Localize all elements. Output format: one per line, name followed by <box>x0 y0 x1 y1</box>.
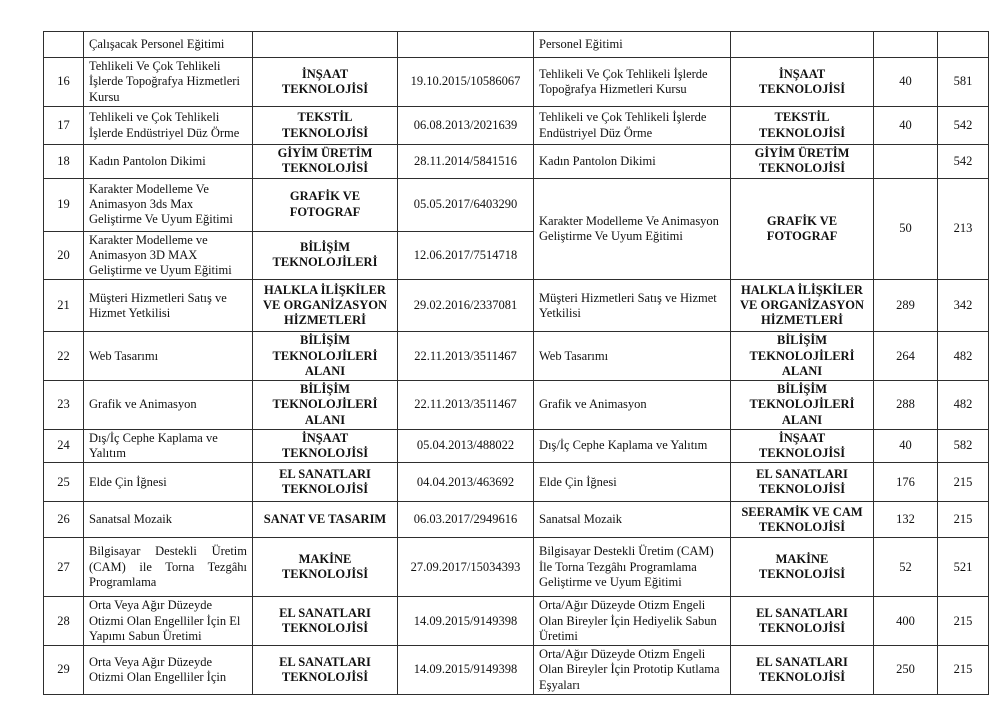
field-right-cell: GRAFİK VE FOTOGRAF <box>731 178 874 280</box>
field-right-cell: GİYİM ÜRETİM TEKNOLOJİSİ <box>731 145 874 179</box>
count-cell: 50 <box>874 178 938 280</box>
field-cell: BİLİŞİM TEKNOLOJİLERİ ALANI <box>253 381 398 430</box>
count-cell: 40 <box>874 429 938 463</box>
course-name-cell: Müşteri Hizmetleri Satış ve Hizmet Yetkilisi <box>84 280 253 332</box>
course-name-cell: Orta Veya Ağır Düzeyde Otizmi Olan Engelliler İçin El Yapımı Sabun Üretimi <box>84 597 253 646</box>
count-cell: 176 <box>874 463 938 502</box>
row-number-cell: 21 <box>44 280 84 332</box>
course-name-right-cell: Karakter Modelleme Ve Animasyon Geliştirme Ve Uyum Eğitimi <box>534 178 731 280</box>
count-cell: 52 <box>874 538 938 597</box>
table-row <box>44 597 989 646</box>
table-row <box>44 463 989 502</box>
field-right-cell: TEKSTİL TEKNOLOJİSİ <box>731 107 874 145</box>
field-cell: TEKSTİL TEKNOLOJİSİ <box>253 107 398 145</box>
code-cell: 482 <box>938 332 989 381</box>
course-name-right-cell: Grafik ve Animasyon <box>534 381 731 430</box>
course-name-cell: Web Tasarımı <box>84 332 253 381</box>
row-number-cell <box>44 32 84 58</box>
field-right-cell: MAKİNE TEKNOLOJİSİ <box>731 538 874 597</box>
approval-date-number-cell: 29.02.2016/2337081 <box>398 280 534 332</box>
row-number-cell: 19 <box>44 178 84 231</box>
field-cell: BİLİŞİM TEKNOLOJİLERİ ALANI <box>253 332 398 381</box>
row-number-cell: 18 <box>44 145 84 179</box>
field-right-cell: İNŞAAT TEKNOLOJİSİ <box>731 429 874 463</box>
table-row <box>44 646 989 695</box>
course-name-right-cell: Bilgisayar Destekli Üretim (CAM) İle Torna Tezgâhı Programlama Geliştirme ve Uyum Eğitimi <box>534 538 731 597</box>
field-cell: EL SANATLARI TEKNOLOJİSİ <box>253 463 398 502</box>
count-cell: 264 <box>874 332 938 381</box>
row-number-cell: 25 <box>44 463 84 502</box>
course-name-right-cell: Tehlikeli ve Çok Tehlikeli İşlerde Endüstriyel Düz Örme <box>534 107 731 145</box>
table-row <box>44 145 989 179</box>
field-cell: EL SANATLARI TEKNOLOJİSİ <box>253 646 398 695</box>
code-cell: 215 <box>938 502 989 538</box>
approval-date-number-cell: 22.11.2013/3511467 <box>398 381 534 430</box>
course-approval-table <box>43 31 989 695</box>
table-row <box>44 332 989 381</box>
code-cell: 542 <box>938 145 989 179</box>
course-name-cell: Tehlikeli ve Çok Tehlikeli İşlerde Endüstriyel Düz Örme <box>84 107 253 145</box>
course-name-cell: Tehlikeli Ve Çok Tehlikeli İşlerde Topoğrafya Hizmetleri Kursu <box>84 58 253 107</box>
field-cell: İNŞAAT TEKNOLOJİSİ <box>253 429 398 463</box>
field-cell: EL SANATLARI TEKNOLOJİSİ <box>253 597 398 646</box>
row-number-cell: 23 <box>44 381 84 430</box>
row-number-cell: 16 <box>44 58 84 107</box>
field-cell <box>253 32 398 58</box>
course-name-right-cell: Orta/Ağır Düzeyde Otizm Engeli Olan Bireyler İçin Prototip Kutlama Eşyaları <box>534 646 731 695</box>
code-cell <box>938 32 989 58</box>
course-name-cell: Karakter Modelleme Ve Animasyon 3ds Max Geliştirme Ve Uyum Eğitimi <box>84 178 253 231</box>
code-cell: 213 <box>938 178 989 280</box>
field-right-cell: EL SANATLARI TEKNOLOJİSİ <box>731 646 874 695</box>
code-cell: 582 <box>938 429 989 463</box>
code-cell: 215 <box>938 646 989 695</box>
row-number-cell: 26 <box>44 502 84 538</box>
table-row <box>44 538 989 597</box>
approval-date-number-cell: 06.03.2017/2949616 <box>398 502 534 538</box>
row-number-cell: 29 <box>44 646 84 695</box>
table-row <box>44 381 989 430</box>
approval-date-number-cell: 06.08.2013/2021639 <box>398 107 534 145</box>
field-right-cell: EL SANATLARI TEKNOLOJİSİ <box>731 463 874 502</box>
field-right-cell: BİLİŞİM TEKNOLOJİLERİ ALANI <box>731 381 874 430</box>
course-name-right-cell: Müşteri Hizmetleri Satış ve Hizmet Yetkilisi <box>534 280 731 332</box>
field-cell: MAKİNE TEKNOLOJİSİ <box>253 538 398 597</box>
field-right-cell: İNŞAAT TEKNOLOJİSİ <box>731 58 874 107</box>
field-cell: SANAT VE TASARIM <box>253 502 398 538</box>
field-right-cell: HALKLA İLİŞKİLER VE ORGANİZASYON HİZMETLERİ <box>731 280 874 332</box>
course-name-cell: Karakter Modelleme ve Animasyon 3D MAX Geliştirme ve Uyum Eğitimi <box>84 231 253 280</box>
course-name-cell: Sanatsal Mozaik <box>84 502 253 538</box>
count-cell: 250 <box>874 646 938 695</box>
count-cell: 40 <box>874 107 938 145</box>
row-number-cell: 20 <box>44 231 84 280</box>
code-cell: 215 <box>938 463 989 502</box>
course-name-right-cell: Personel Eğitimi <box>534 32 731 58</box>
course-name-cell: Bilgisayar Destekli Üretim (CAM) ile Torna Tezgâhı Programlama <box>84 538 253 597</box>
course-name-right-cell: Sanatsal Mozaik <box>534 502 731 538</box>
code-cell: 482 <box>938 381 989 430</box>
count-cell: 288 <box>874 381 938 430</box>
code-cell: 521 <box>938 538 989 597</box>
table-row <box>44 107 989 145</box>
course-name-cell: Çalışacak Personel Eğitimi <box>84 32 253 58</box>
code-cell: 342 <box>938 280 989 332</box>
approval-date-number-cell: 04.04.2013/463692 <box>398 463 534 502</box>
approval-date-number-cell: 05.05.2017/6403290 <box>398 178 534 231</box>
row-number-cell: 28 <box>44 597 84 646</box>
field-right-cell: BİLİŞİM TEKNOLOJİLERİ ALANI <box>731 332 874 381</box>
field-right-cell: SEERAMİK VE CAM TEKNOLOJİSİ <box>731 502 874 538</box>
table-row <box>44 58 989 107</box>
approval-date-number-cell: 14.09.2015/9149398 <box>398 597 534 646</box>
code-cell: 215 <box>938 597 989 646</box>
field-cell: GİYİM ÜRETİM TEKNOLOJİSİ <box>253 145 398 179</box>
count-cell <box>874 32 938 58</box>
course-name-cell: Orta Veya Ağır Düzeyde Otizmi Olan Engelliler İçin <box>84 646 253 695</box>
course-name-right-cell: Dış/İç Cephe Kaplama ve Yalıtım <box>534 429 731 463</box>
course-name-right-cell: Orta/Ağır Düzeyde Otizm Engeli Olan Bireyler İçin Hediyelik Sabun Üretimi <box>534 597 731 646</box>
count-cell <box>874 145 938 179</box>
field-cell: HALKLA İLİŞKİLER VE ORGANİZASYON HİZMETLERİ <box>253 280 398 332</box>
approval-date-number-cell <box>398 32 534 58</box>
approval-date-number-cell: 05.04.2013/488022 <box>398 429 534 463</box>
count-cell: 40 <box>874 58 938 107</box>
row-number-cell: 22 <box>44 332 84 381</box>
table-row <box>44 32 989 58</box>
count-cell: 400 <box>874 597 938 646</box>
approval-date-number-cell: 12.06.2017/7514718 <box>398 231 534 280</box>
field-cell: GRAFİK VE FOTOGRAF <box>253 178 398 231</box>
row-number-cell: 27 <box>44 538 84 597</box>
count-cell: 132 <box>874 502 938 538</box>
table-row <box>44 178 989 231</box>
course-name-cell: Dış/İç Cephe Kaplama ve Yalıtım <box>84 429 253 463</box>
course-name-right-cell: Kadın Pantolon Dikimi <box>534 145 731 179</box>
field-right-cell <box>731 32 874 58</box>
approval-date-number-cell: 28.11.2014/5841516 <box>398 145 534 179</box>
course-name-cell: Grafik ve Animasyon <box>84 381 253 430</box>
table-row <box>44 429 989 463</box>
course-name-cell: Elde Çin İğnesi <box>84 463 253 502</box>
count-cell: 289 <box>874 280 938 332</box>
approval-date-number-cell: 19.10.2015/10586067 <box>398 58 534 107</box>
course-name-right-cell: Elde Çin İğnesi <box>534 463 731 502</box>
table-row <box>44 502 989 538</box>
field-cell: İNŞAAT TEKNOLOJİSİ <box>253 58 398 107</box>
field-cell: BİLİŞİM TEKNOLOJİLERİ <box>253 231 398 280</box>
approval-date-number-cell: 14.09.2015/9149398 <box>398 646 534 695</box>
table-row <box>44 280 989 332</box>
row-number-cell: 17 <box>44 107 84 145</box>
course-name-right-cell: Web Tasarımı <box>534 332 731 381</box>
field-right-cell: EL SANATLARI TEKNOLOJİSİ <box>731 597 874 646</box>
course-name-right-cell: Tehlikeli Ve Çok Tehlikeli İşlerde Topoğrafya Hizmetleri Kursu <box>534 58 731 107</box>
code-cell: 542 <box>938 107 989 145</box>
code-cell: 581 <box>938 58 989 107</box>
approval-date-number-cell: 27.09.2017/15034393 <box>398 538 534 597</box>
approval-date-number-cell: 22.11.2013/3511467 <box>398 332 534 381</box>
row-number-cell: 24 <box>44 429 84 463</box>
course-name-cell: Kadın Pantolon Dikimi <box>84 145 253 179</box>
